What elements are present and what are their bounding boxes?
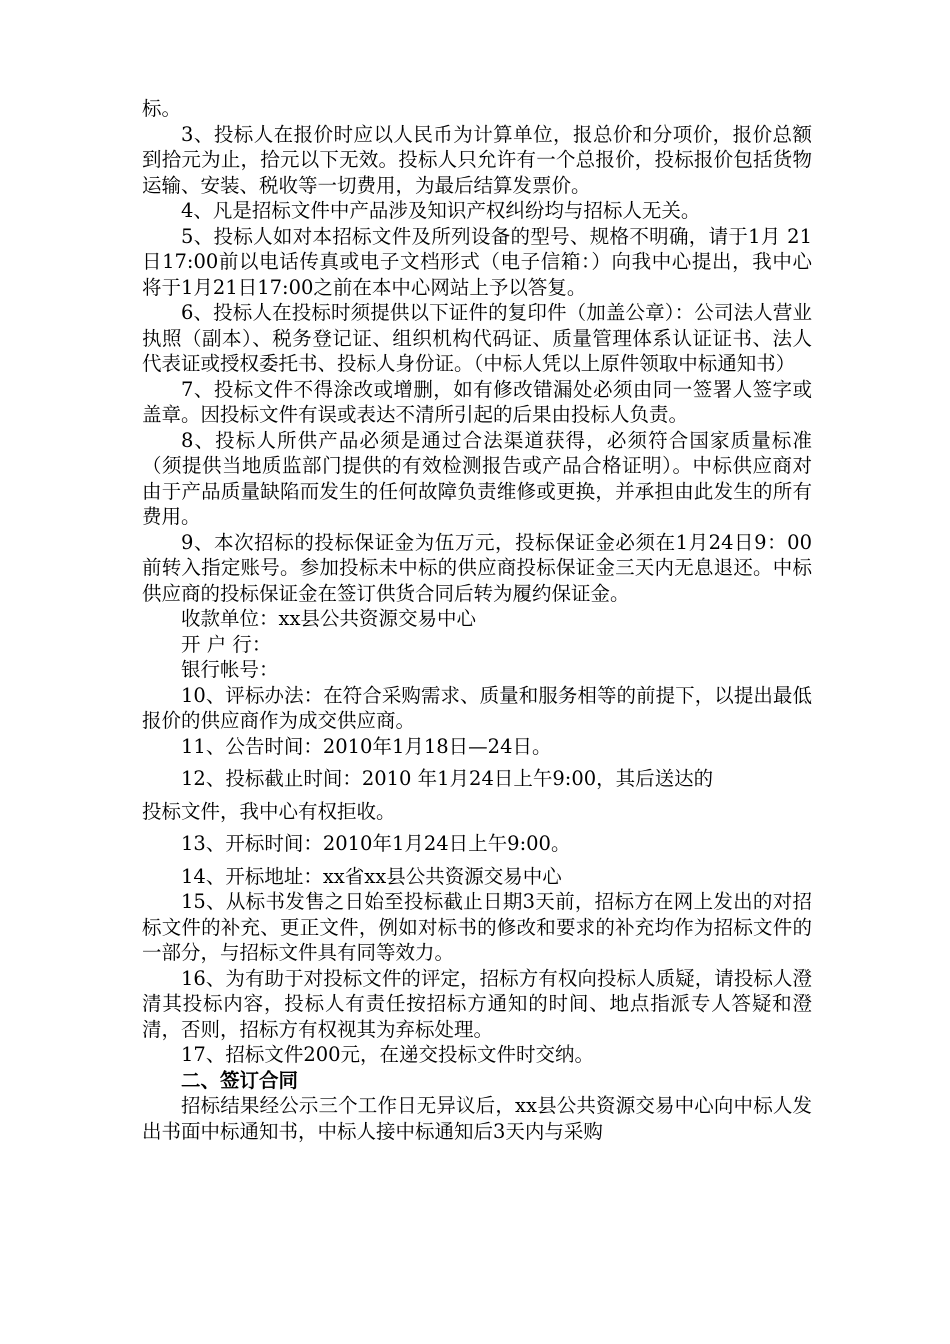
document-page [142,96,812,1144]
section-heading: 二、签订合同 [181,1068,299,1092]
account-line: 银行帐号： [181,658,279,681]
clause-10: 10、评标办法：在符合采购需求、质量和服务相等的前提下，以提出最低报价的供应商作为成交供应商。 [142,683,812,732]
clause-12-continuation: 投标文件，我中心有权拒收。 [142,799,396,823]
clause-5: 5、投标人如对本招标文件及所列设备的型号、规格不明确，请于1月 21日17:00前以电话传真或电子文档形式（电子信箱：）向我中心提出，我中心将于1月21日17:00之前在本中心网站上予以答复。 [142,224,812,299]
payee-line: 收款单位：xx县公共资源交易中心 [181,607,476,630]
clause-11: 11、公告时间：2010年1月18日—24日。 [181,734,552,758]
clause-9: 9、本次招标的投标保证金为伍万元，投标保证金必须在1月24日9：00前转入指定账号。参加投标未中标的供应商投标保证金三天内无息退还。中标供应商的投标保证金在签订供货合同后转为履约保证金。 [142,530,812,605]
clause-14: 14、开标地址：xx省xx县公共资源交易中心 [181,864,562,888]
clause-15: 15、从标书发售之日始至投标截止日期3天前，招标方在网上发出的对招标文件的补充、更正文件，例如对标书的修改和要求的补充均作为招标文件的一部分，与招标文件具有同等效力。 [142,890,812,964]
clause-17: 17、招标文件200元，在递交投标文件时交纳。 [181,1043,595,1066]
clause-12: 12、投标截止时间：2010 年1月24日上午9:00，其后送达的 [181,767,714,790]
bank-line: 开 户 行： [181,632,272,656]
clause-3: 3、投标人在报价时应以人民币为计算单位，报总价和分项价，报价总额到拾元为止，拾元以下无效。投标人只允许有一个总报价，投标报价包括货物运输、安装、税收等一切费用，为最后结算发票价。 [142,122,812,197]
clause-16: 16、为有助于对投标文件的评定，招标方有权向投标人质疑，请投标人澄清其投标内容，投标人有责任按招标方通知的时间、地点指派专人答疑和澄清，否则，招标方有权视其为弃标处理。 [142,966,812,1041]
clause-13: 13、开标时间：2010年1月24日上午9:00。 [181,832,571,855]
clause-8: 8、投标人所供产品必须是通过合法渠道获得，必须符合国家质量标准（须提供当地质监部门提供的有效检测报告或产品合格证明）。中标供应商对由于产品质量缺陷而发生的任何故障负责维修或更换，并承担由此发生的所有费用。 [142,428,812,528]
clause-7: 7、投标文件不得涂改或增删，如有修改错漏处必须由同一签署人签字或盖章。因投标文件有误或表达不清所引起的后果由投标人负责。 [142,377,812,426]
closing-paragraph: 招标结果经公示三个工作日无异议后，xx县公共资源交易中心向中标人发出书面中标通知书，中标人接中标通知后3天内与采购 [142,1094,812,1143]
paragraph-continuation: 标。 [142,97,182,120]
clause-6: 6、投标人在投标时须提供以下证件的复印件（加盖公章）：公司法人营业执照（副本）、税务登记证、组织机构代码证、质量管理体系认证证书、法人代表证或授权委托书、投标人身份证。（中标人凭以上原件领取中标通知书） [142,301,812,375]
clause-4: 4、凡是招标文件中产品涉及知识产权纠纷均与招标人无关。 [181,199,701,222]
